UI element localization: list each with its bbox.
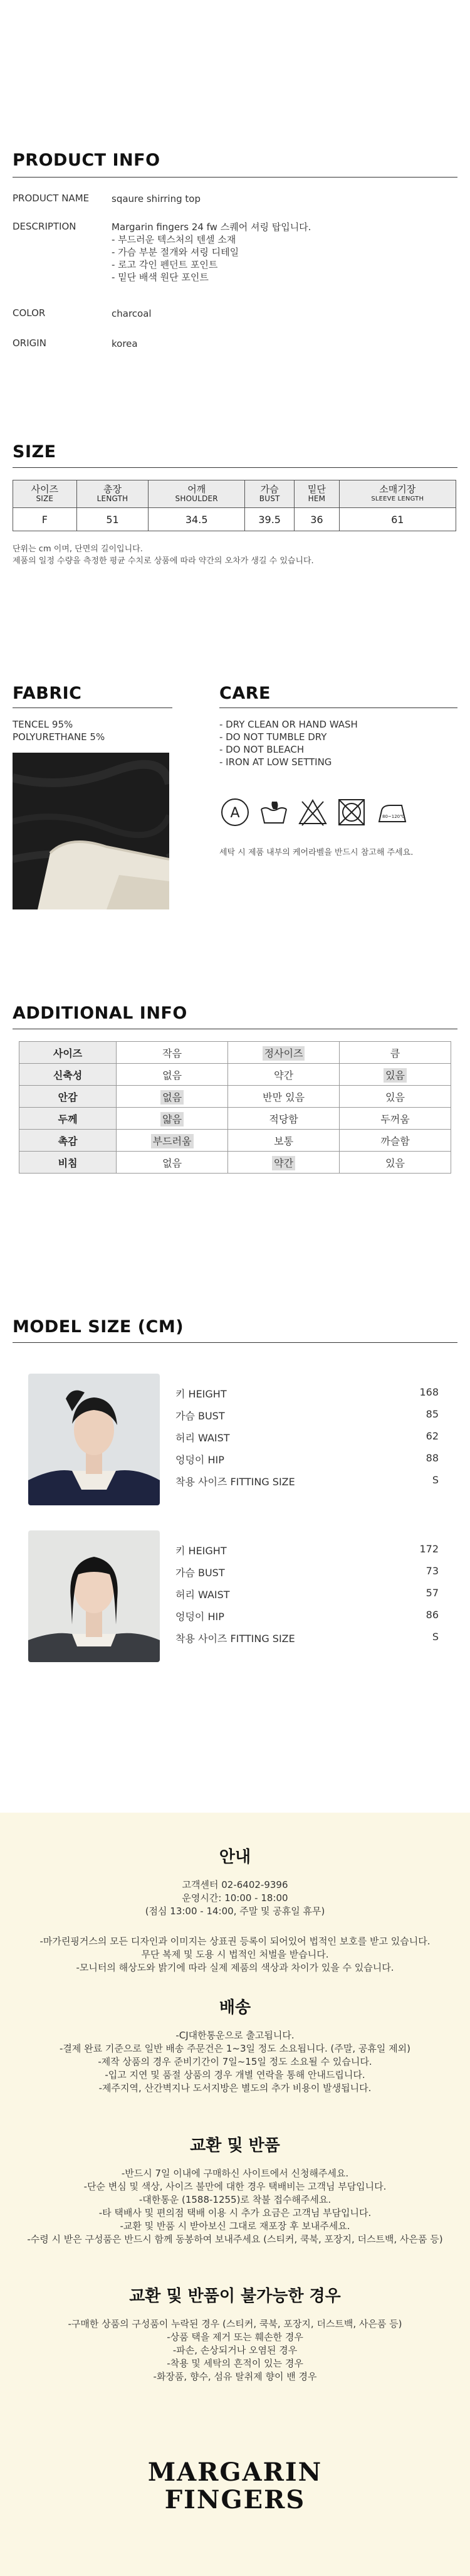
care-line: - IRON AT LOW SETTING [219, 756, 332, 768]
guide-line: -마가린핑거스의 모든 디자인과 이미지는 상표권 등록이 되어있어 법적인 보호를 받고 있습니다. [39, 1936, 431, 1947]
additional-info-option [117, 1042, 228, 1064]
additional-info-option [117, 1064, 228, 1086]
exchange-line: -수령 시 받은 구성품은 반드시 함께 동봉하여 보내주세요 (스티커, 쿡북, 포장지, 더스트백, 사은품 등) [27, 2234, 443, 2245]
guide-line: -모니터의 해상도와 밝기에 따라 실제 제품의 색상과 차이가 있을 수 있습니다. [76, 1962, 394, 1973]
brand-line: MARGARIN [147, 2457, 323, 2487]
guide-contact [0, 1879, 470, 1918]
color-label: COLOR [13, 307, 46, 319]
additional-info-option [340, 1130, 451, 1152]
additional-info-option [228, 1152, 340, 1174]
additional-info-option [340, 1152, 451, 1174]
additional-info-option [340, 1064, 451, 1086]
model-measure-row: 엉덩이 HIP 88 [175, 1452, 439, 1466]
guide-title: 안내 [219, 1848, 251, 1867]
product-name-value: sqaure shirring top [112, 193, 201, 204]
additional-info-option [117, 1086, 228, 1108]
exchange-line: -대한통운 (1588-1255)로 착불 접수해주세요. [138, 2194, 332, 2205]
length-col-header: 총장 LENGTH [76, 480, 149, 508]
guide-line: (점심 13:00 - 14:00, 주말 및 공휴일 휴무) [145, 1905, 325, 1917]
care-line: - DO NOT BLEACH [219, 744, 305, 755]
model-measure-row: 엉덩이 HIP 86 [175, 1609, 439, 1623]
additional-info-option [117, 1108, 228, 1130]
exchange-title: 교환 및 반품 [190, 2136, 280, 2155]
selected-option-highlight: 있음 [384, 1068, 407, 1083]
brand-logo [0, 2459, 470, 2514]
additional-info-option [340, 1086, 451, 1108]
size-cell: 39.5 [245, 508, 295, 531]
fabric-title: FABRIC [13, 684, 82, 703]
no-exchange-line: -착용 및 세탁의 흔적이 있는 경우 [167, 2358, 303, 2369]
model-photo-1 [28, 1374, 160, 1505]
product-name-row [13, 193, 457, 205]
size-cell: 34.5 [149, 508, 245, 531]
model-measure-row: 키 HEIGHT 168 [175, 1386, 439, 1400]
additional-info-row [19, 1152, 451, 1174]
size-value-row [13, 508, 456, 531]
guide-line: 무단 복제 및 도용 시 법적인 처벌을 받습니다. [141, 1949, 329, 1960]
no-exchange-title: 교환 및 반품이 불가능한 경우 [129, 2287, 341, 2306]
care-note: 세탁 시 제품 내부의 케어라벨을 반드시 참고해 주세요. [219, 848, 414, 857]
care-line: - DRY CLEAN OR HAND WASH [219, 719, 358, 730]
size-note: 제품의 일정 수량을 측정한 평균 수치로 상품에 따라 약간의 오차가 생길 수 있습니다. [13, 556, 314, 566]
additional-info-row [19, 1064, 451, 1086]
option-label: 약간 [274, 1069, 294, 1081]
svg-text:80~120℃: 80~120℃ [382, 814, 405, 819]
additional-info-table [19, 1041, 451, 1174]
additional-info-row-label: 사이즈 [19, 1042, 117, 1064]
option-label: 있음 [385, 1091, 405, 1103]
hem-col-header: 밑단 HEM [295, 480, 339, 508]
option-label: 작음 [162, 1047, 182, 1059]
size-col-header: 사이즈 SIZE [13, 480, 77, 508]
description-label: DESCRIPTION [13, 221, 76, 232]
no-tumble-dry-icon [336, 797, 367, 828]
description-lines [112, 221, 311, 284]
additional-info-row-label: 두께 [19, 1108, 117, 1130]
exchange-line: -교환 및 반품 시 받아보신 그대로 재포장 후 보내주세요. [120, 2220, 350, 2232]
exchange-lines [0, 2167, 470, 2246]
additional-info-option [228, 1086, 340, 1108]
additional-info-option [228, 1042, 340, 1064]
size-divider [13, 467, 457, 468]
description-line: Margarin fingers 24 fw 스퀘어 셔링 탑입니다. [112, 221, 311, 233]
description-row [13, 221, 457, 284]
size-notes [13, 543, 314, 567]
size-cell: 36 [295, 508, 339, 531]
additional-info-row [19, 1042, 451, 1064]
svg-text:A: A [230, 805, 240, 821]
model-measure-row: 키 HEIGHT 172 [175, 1543, 439, 1557]
additional-info-row [19, 1108, 451, 1130]
exchange-line: -반드시 7일 이내에 구매하신 사이트에서 신청해주세요. [121, 2168, 349, 2179]
option-label: 보통 [274, 1135, 294, 1147]
hand-wash-icon [258, 797, 290, 828]
size-header-row [13, 480, 456, 508]
selected-option-highlight: 얇음 [160, 1112, 184, 1126]
option-label: 없음 [162, 1157, 182, 1169]
additional-info-row-label: 촉감 [19, 1130, 117, 1152]
model-size-divider [13, 1342, 457, 1343]
description-line: - 부드러운 텍스처의 텐셀 소재 [112, 234, 236, 245]
additional-info-option [117, 1152, 228, 1174]
size-cell: 51 [76, 508, 149, 531]
additional-info-option [117, 1130, 228, 1152]
exchange-line: -타 택배사 및 편의점 택배 이용 시 추가 요금은 고객님 부담입니다. [98, 2207, 372, 2218]
fabric-line: POLYURETHANE 5% [13, 731, 105, 743]
delivery-lines [0, 2029, 470, 2095]
no-exchange-line: -구매한 상품의 구성품이 누락된 경우 (스티커, 쿡북, 포장지, 더스트백, 사은품 등) [68, 2318, 402, 2330]
additional-info-option [228, 1064, 340, 1086]
product-info-divider [13, 177, 457, 178]
care-title: CARE [219, 684, 271, 703]
sleeve-col-header: 소매기장 SLEEVE LENGTH [339, 480, 456, 508]
care-instructions [219, 718, 358, 768]
additional-info-row-label: 비침 [19, 1152, 117, 1174]
delivery-line: -CJ대한통운으로 출고됩니다. [175, 2030, 295, 2041]
no-exchange-line: -파손, 손상되거나 오염된 경우 [172, 2345, 298, 2356]
guide-notes [0, 1935, 470, 1974]
fabric-swatch-image [13, 753, 169, 909]
option-label: 두꺼움 [380, 1113, 410, 1125]
size-cell: 61 [339, 508, 456, 531]
model-measure-row: 가슴 BUST 73 [175, 1565, 439, 1579]
notice-panel [0, 1813, 470, 2576]
fabric-line: TENCEL 95% [13, 719, 73, 730]
model-measure-row: 허리 WAIST 57 [175, 1587, 439, 1601]
model-measure-row: 허리 WAIST 62 [175, 1430, 439, 1444]
additional-info-option [228, 1130, 340, 1152]
delivery-title: 배송 [219, 1998, 251, 2017]
care-icons [219, 797, 410, 828]
additional-info-row-label: 안감 [19, 1086, 117, 1108]
option-label: 없음 [162, 1069, 182, 1081]
no-bleach-icon [297, 797, 328, 828]
size-note: 단위는 cm 이며, 단면의 길이입니다. [13, 544, 143, 554]
delivery-line: -결제 완료 기준으로 일반 배송 주문건은 1~3일 정도 소요됩니다. (주말, 공휴일 제외) [60, 2043, 410, 2054]
color-value: charcoal [112, 308, 152, 319]
additional-info-row [19, 1130, 451, 1152]
exchange-line: -단순 변심 및 색상, 사이즈 불만에 대한 경우 택배비는 고객님 부담입니다. [83, 2181, 387, 2192]
origin-value: korea [112, 338, 138, 349]
delivery-line: -제작 상품의 경우 준비기간이 7일~15일 정도 소요될 수 있습니다. [98, 2056, 372, 2067]
model-measure-row: 가슴 BUST 85 [175, 1408, 439, 1422]
guide-line: 고객센터 02-6402-9396 [182, 1879, 288, 1890]
delivery-line: -제주지역, 산간벽지나 도서지방은 별도의 추가 비용이 발생됩니다. [98, 2082, 372, 2094]
care-line: - DO NOT TUMBLE DRY [219, 731, 327, 743]
option-label: 적당함 [269, 1113, 298, 1125]
selected-option-highlight: 정사이즈 [263, 1046, 305, 1061]
color-row [13, 307, 457, 320]
origin-row [13, 337, 457, 350]
additional-info-option [340, 1108, 451, 1130]
additional-info-row [19, 1086, 451, 1108]
delivery-line: -입고 지연 및 품절 상품의 경우 개별 연락을 통해 안내드립니다. [105, 2069, 365, 2080]
option-label: 반만 있음 [263, 1091, 305, 1103]
no-exchange-line: -상품 택을 제거 또는 훼손한 경우 [167, 2331, 303, 2343]
product-info-title: PRODUCT INFO [13, 151, 160, 170]
option-label: 있음 [385, 1157, 405, 1169]
description-line: - 가슴 부분 절개와 셔링 디테일 [112, 246, 239, 258]
selected-option-highlight: 부드러움 [151, 1134, 194, 1148]
additional-info-row-label: 신축성 [19, 1064, 117, 1086]
additional-info-title: ADDITIONAL INFO [13, 1004, 187, 1023]
model-measure-row: 착용 사이즈 FITTING SIZE S [175, 1474, 439, 1488]
selected-option-highlight: 없음 [160, 1090, 184, 1105]
dry-clean-icon [219, 797, 251, 828]
origin-label: ORIGIN [13, 337, 46, 349]
guide-line: 운영시간: 10:00 - 18:00 [182, 1892, 288, 1904]
additional-info-option [340, 1042, 451, 1064]
size-title: SIZE [13, 442, 56, 462]
model-photo-2 [28, 1530, 160, 1662]
description-line: - 밑단 배색 원단 포인트 [112, 272, 209, 283]
no-exchange-line: -화장품, 향수, 섬유 탈취제 향이 밴 경우 [153, 2371, 317, 2382]
size-cell: F [13, 508, 77, 531]
low-iron-icon [375, 797, 410, 828]
bust-col-header: 가슴 BUST [245, 480, 295, 508]
selected-option-highlight: 약간 [272, 1156, 295, 1170]
option-label: 까슬함 [380, 1135, 410, 1147]
option-label: 큼 [390, 1047, 400, 1059]
shoulder-col-header: 어깨 SHOULDER [149, 480, 245, 508]
product-name-label: PRODUCT NAME [13, 193, 90, 204]
model-size-title: MODEL SIZE (CM) [13, 1317, 184, 1337]
description-line: - 로고 각인 펜던트 포인트 [112, 259, 218, 270]
additional-info-option [228, 1108, 340, 1130]
brand-line: FINGERS [164, 2485, 306, 2515]
fabric-composition [13, 718, 105, 743]
size-table [13, 480, 456, 531]
model-measure-row: 착용 사이즈 FITTING SIZE S [175, 1631, 439, 1645]
no-exchange-lines [0, 2318, 470, 2383]
